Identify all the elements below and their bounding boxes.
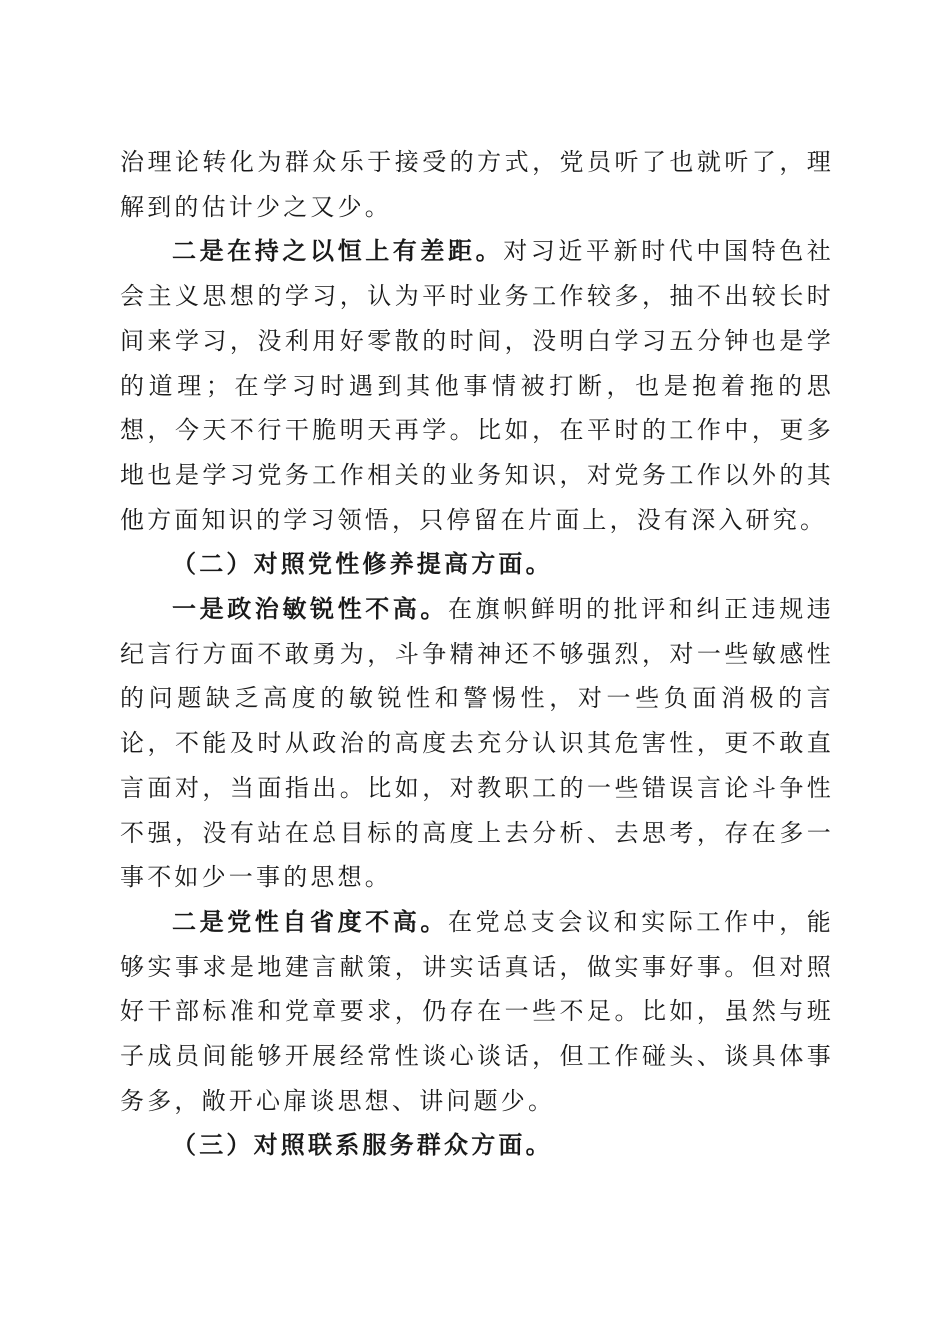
paragraph-text: 在党总支会议和实际工作中，能够实事求是地建言献策，讲实话真话，做实事好事。但对照好干部标准和党章要求，仍存在一些不足。比如，虽然与班子成员间能够开展经常性谈心谈话，但工作碰头、谈具体事务多，敞开心扉谈思想、讲问题少。 — [120, 907, 834, 1115]
paragraph-lead: 二是在持之以恒上有差距。 — [172, 236, 504, 266]
paragraph-continuation — [120, 140, 834, 229]
paragraph-lead: 一是政治敏锐性不高。 — [172, 594, 448, 624]
paragraph-text: 在旗帜鲜明的批评和纠正违规违纪言行方面不敢勇为，斗争精神还不够强烈，对一些敏感性的问题缺乏高度的敏锐性和警惕性，对一些负面消极的言论，不能及时从政治的高度去充分认识其危害性，更不敢直言面对，当面指出。比如，对教职工的一些错误言论斗争性不强，没有站在总目标的高度上去分析、去思考，存在多一事不如少一事的思想。 — [120, 595, 834, 892]
paragraph-text: 治理论转化为群众乐于接受的方式，党员听了也就听了，理解到的估计少之又少。 — [120, 148, 834, 221]
paragraph-political-sensitivity — [120, 587, 834, 900]
paragraph-self-reflection — [120, 900, 834, 1124]
paragraph-persistence-gap — [120, 229, 834, 542]
paragraph-lead: 二是党性自省度不高。 — [172, 906, 448, 936]
paragraph-text: 对习近平新时代中国特色社会主义思想的学习，认为平时业务工作较多，抽不出较长时间来学习，没利用好零散的时间，没明白学习五分钟也是学的道理；在学习时遇到其他事情被打断，也是抱着拖的思想，今天不行干脆明天再学。比如，在平时的工作中，更多地也是学习党务工作相关的业务知识，对党务工作以外的其他方面知识的学习领悟，只停留在片面上，没有深入研究。 — [120, 237, 834, 534]
section-heading-2: （二）对照党性修养提高方面。 — [172, 549, 553, 579]
document-body — [120, 140, 834, 1168]
section-heading-3: （三）对照联系服务群众方面。 — [172, 1130, 553, 1160]
